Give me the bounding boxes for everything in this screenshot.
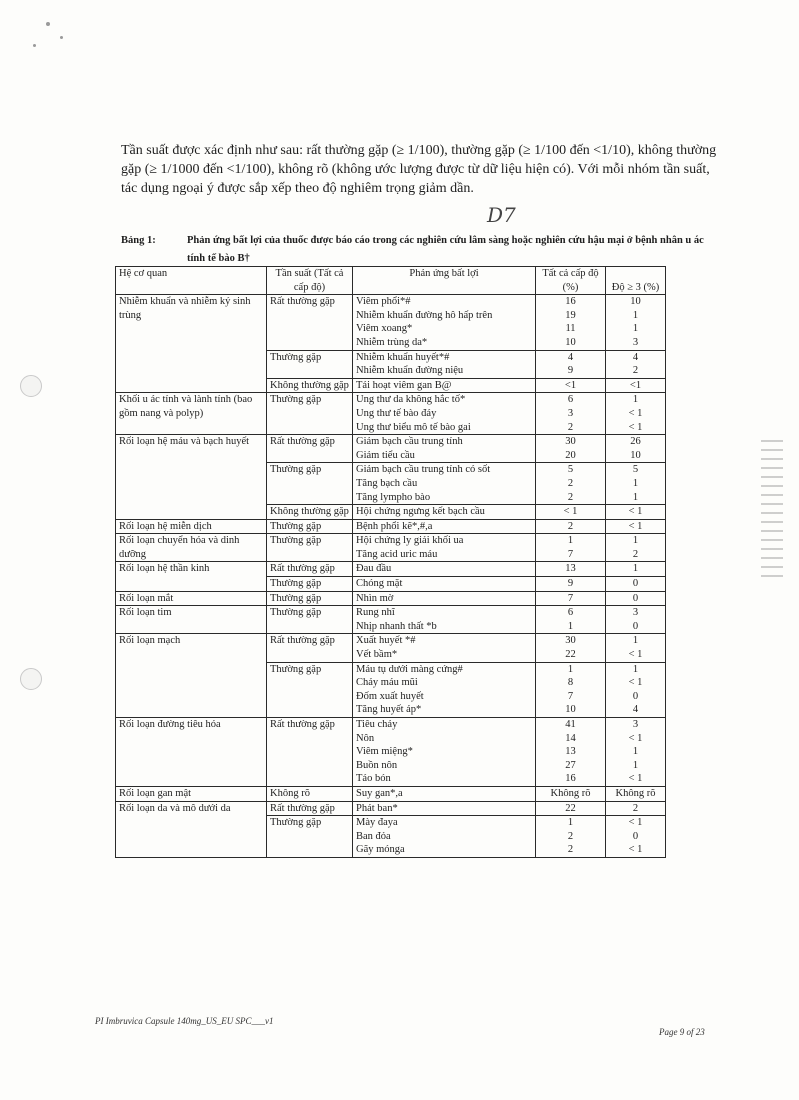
- reaction-cell-line: Chóng mặt: [356, 578, 403, 590]
- reaction-cell: [353, 534, 536, 562]
- header-organ-system: Hệ cơ quan: [116, 267, 267, 295]
- all-grades-cell-line: 2: [567, 491, 574, 503]
- grade3-cell: [606, 634, 666, 662]
- grade3-cell-line: 26: [630, 436, 641, 448]
- all-grades-cell-line: 6: [567, 394, 574, 406]
- all-grades-cell-line: 41: [565, 719, 576, 730]
- grade3-cell-line: 0: [632, 592, 639, 604]
- frequency-cell: Rất thường gặp: [267, 634, 353, 662]
- all-grades-cell-line: 9: [567, 578, 574, 590]
- table-row: [116, 786, 666, 801]
- frequency-cell: Thường gặp: [267, 463, 353, 505]
- grade3-cell: [606, 463, 666, 505]
- grade3-cell: [606, 816, 666, 858]
- grade3-cell-line: 0: [632, 620, 639, 632]
- all-grades-cell: [536, 295, 606, 350]
- table-row: [116, 591, 666, 606]
- all-grades-cell-line: 3: [567, 407, 574, 419]
- reaction-cell-line: Nhiễm trùng da*: [356, 336, 428, 348]
- grade3-cell: [606, 534, 666, 562]
- frequency-cell: Thường gặp: [267, 350, 353, 378]
- grade3-cell-line: < 1: [628, 677, 643, 689]
- all-grades-cell-line: 20: [565, 449, 576, 461]
- all-grades-cell-line: 6: [567, 607, 574, 619]
- grade3-cell-line: 10: [630, 296, 641, 308]
- table-body: [116, 295, 666, 858]
- grade3-cell-line: 1: [632, 663, 639, 675]
- reaction-cell-line: Giảm tiểu cầu: [356, 449, 415, 461]
- frequency-cell: Thường gặp: [267, 591, 353, 606]
- grade3-cell-line: <1: [629, 379, 642, 391]
- grade3-cell: [606, 505, 666, 520]
- organ-system-cell: Rối loạn mạch: [116, 634, 267, 718]
- reaction-cell-line: Tăng bạch cầu: [356, 477, 418, 489]
- all-grades-cell-line: 10: [565, 704, 576, 716]
- reaction-cell: [353, 505, 536, 520]
- frequency-cell: Thường gặp: [267, 662, 353, 717]
- all-grades-cell: [536, 350, 606, 378]
- intro-paragraph: Tần suất được xác định như sau: rất thường gặp (≥ 1/100), thường gặp (≥ 1/100 đến <1/10), không thường gặp (≥ 1/1000 đến <1/100), không rõ (không ước lượng được từ dữ liệu hiện có). Với mỗi nhóm tần suất, tác dụng ngoại ý được sắp xếp theo độ nghiêm trọng giảm dần.: [121, 143, 717, 196]
- table-row: [116, 634, 666, 662]
- reaction-cell-line: Ung thư da không hắc tố*: [356, 394, 466, 406]
- reaction-cell-line: Tăng acid uric máu: [356, 548, 438, 560]
- frequency-cell: Không thường gặp: [267, 505, 353, 520]
- all-grades-cell-line: 9: [567, 365, 574, 377]
- frequency-cell: Rất thường gặp: [267, 295, 353, 350]
- reaction-cell: [353, 634, 536, 662]
- all-grades-cell-line: 13: [565, 563, 576, 575]
- grade3-cell-line: 0: [632, 690, 639, 702]
- grade3-cell-line: 2: [632, 802, 639, 814]
- all-grades-cell: [536, 816, 606, 858]
- reaction-cell-line: Đau đầu: [356, 563, 392, 575]
- all-grades-cell-line: 30: [565, 436, 576, 448]
- all-grades-cell: [536, 801, 606, 816]
- grade3-cell-line: < 1: [628, 520, 643, 532]
- reaction-cell-line: Xuất huyết *#: [356, 635, 416, 647]
- header-reaction: Phản ứng bất lợi: [353, 267, 536, 295]
- grade3-cell-line: 3: [632, 607, 639, 619]
- reaction-cell-line: Nôn: [356, 732, 375, 744]
- organ-system-cell: Nhiễm khuẩn và nhiễm ký sinh trùng: [116, 295, 267, 393]
- all-grades-cell-line: Không rõ: [550, 787, 591, 799]
- reaction-cell-line: Nhiễm khuẩn đường hô hấp trên: [356, 309, 493, 321]
- reaction-cell-line: Tăng lympho bào: [356, 491, 431, 503]
- organ-system-cell: Rối loạn tim: [116, 606, 267, 634]
- grade3-cell: [606, 435, 666, 463]
- all-grades-cell-line: 7: [567, 548, 574, 560]
- grade3-cell-line: < 1: [628, 773, 643, 785]
- table-header-row: [116, 267, 666, 295]
- scan-speck: [60, 36, 63, 39]
- all-grades-cell-line: 22: [565, 802, 576, 814]
- reaction-cell-line: Táo bón: [356, 773, 391, 785]
- grade3-cell-line: 1: [632, 746, 639, 758]
- all-grades-cell: [536, 634, 606, 662]
- footer-page-number: Page 9 of 23: [659, 1027, 705, 1037]
- grade3-cell-line: 1: [632, 491, 639, 503]
- all-grades-cell-line: 2: [567, 830, 574, 842]
- frequency-cell: Thường gặp: [267, 577, 353, 592]
- all-grades-cell: [536, 505, 606, 520]
- table-caption-text: Phản ứng bất lợi của thuốc được báo cáo trong các nghiên cứu lâm sàng hoặc nghiên cứu hậu mại ở bệnh nhân u ác tính tế bào B†: [187, 235, 704, 264]
- all-grades-cell-line: 27: [565, 759, 576, 771]
- all-grades-cell-line: 7: [567, 690, 574, 702]
- all-grades-cell-line: 5: [567, 464, 574, 476]
- reaction-cell-line: Máu tụ dưới màng cứng#: [356, 663, 463, 675]
- frequency-cell: Thường gặp: [267, 393, 353, 435]
- reaction-cell: [353, 519, 536, 534]
- all-grades-cell: [536, 718, 606, 787]
- grade3-cell-line: 10: [630, 449, 641, 461]
- reaction-cell: [353, 606, 536, 634]
- grade3-cell: [606, 350, 666, 378]
- grade3-cell: [606, 718, 666, 787]
- handwritten-mark: D7: [487, 203, 516, 227]
- grade3-cell: [606, 562, 666, 577]
- punch-hole-top: [20, 375, 42, 397]
- grade3-cell: [606, 591, 666, 606]
- frequency-cell: Thường gặp: [267, 519, 353, 534]
- organ-system-cell: Rối loạn mắt: [116, 591, 267, 606]
- reaction-cell: [353, 295, 536, 350]
- table-row: [116, 801, 666, 816]
- reaction-cell-line: Bệnh phổi kẽ*,#,a: [356, 520, 433, 532]
- organ-system-cell: Rối loạn hệ thần kinh: [116, 562, 267, 591]
- grade3-cell-line: 1: [632, 535, 639, 547]
- reaction-cell: [353, 435, 536, 463]
- grade3-cell: [606, 393, 666, 435]
- grade3-cell-line: 1: [632, 477, 639, 489]
- reaction-cell-line: Ung thư biểu mô tế bào gai: [356, 421, 471, 433]
- table-row: [116, 718, 666, 787]
- grade3-cell-line: 0: [632, 578, 639, 590]
- all-grades-cell-line: 22: [565, 649, 576, 661]
- organ-system-cell: Rối loạn chuyển hóa và dinh dưỡng: [116, 534, 267, 562]
- reaction-cell-line: Rung nhĩ: [356, 607, 395, 619]
- all-grades-cell-line: < 1: [563, 506, 578, 518]
- all-grades-cell-line: 19: [565, 309, 576, 321]
- reaction-cell-line: Nhìn mờ: [356, 592, 394, 604]
- reaction-cell: [353, 816, 536, 858]
- reaction-cell: [353, 577, 536, 592]
- grade3-cell-line: 1: [632, 323, 639, 335]
- all-grades-cell: [536, 606, 606, 634]
- all-grades-cell-line: <1: [564, 379, 577, 391]
- frequency-cell: Thường gặp: [267, 816, 353, 858]
- adverse-reactions-table: [115, 266, 666, 858]
- punch-hole-bottom: [20, 668, 42, 690]
- grade3-cell-line: 1: [632, 635, 639, 647]
- table-row: [116, 606, 666, 634]
- table-row: [116, 295, 666, 350]
- grade3-cell-line: 4: [632, 704, 639, 716]
- grade3-cell: [606, 577, 666, 592]
- reaction-cell-line: Ban đỏa: [356, 830, 391, 842]
- frequency-cell: Rất thường gặp: [267, 435, 353, 463]
- reaction-cell: [353, 718, 536, 787]
- all-grades-cell-line: 10: [565, 336, 576, 348]
- organ-system-cell: Rối loạn hệ máu và bạch huyết: [116, 435, 267, 520]
- grade3-cell: [606, 378, 666, 393]
- all-grades-cell-line: 4: [567, 351, 574, 363]
- table-caption-label: Bảng 1:: [121, 235, 156, 246]
- grade3-cell-line: 2: [632, 548, 639, 560]
- frequency-cell: Thường gặp: [267, 534, 353, 562]
- reaction-cell-line: Tăng huyết áp*: [356, 704, 422, 716]
- all-grades-cell: [536, 591, 606, 606]
- all-grades-cell-line: 1: [567, 663, 574, 675]
- grade3-cell-line: < 1: [628, 732, 643, 744]
- frequency-cell: Rất thường gặp: [267, 718, 353, 787]
- reaction-cell-line: Viêm phổi*#: [356, 296, 411, 308]
- reaction-cell: [353, 801, 536, 816]
- reaction-cell-line: Đốm xuất huyết: [356, 690, 424, 702]
- all-grades-cell-line: 16: [565, 296, 576, 308]
- scan-speck: [46, 22, 50, 26]
- reaction-cell-line: Chảy máu mũi: [356, 677, 418, 689]
- grade3-cell: [606, 295, 666, 350]
- reaction-cell: [353, 562, 536, 577]
- all-grades-cell: [536, 534, 606, 562]
- all-grades-cell-line: 14: [565, 732, 576, 744]
- grade3-cell-line: 0: [632, 830, 639, 842]
- grade3-cell-line: 1: [632, 563, 639, 575]
- reaction-cell-line: Ung thư tế bào đáy: [356, 407, 437, 419]
- organ-system-cell: Rối loạn gan mật: [116, 786, 267, 801]
- grade3-cell-line: 5: [632, 464, 639, 476]
- all-grades-cell: [536, 519, 606, 534]
- scan-speck: [33, 44, 36, 47]
- reaction-cell: [353, 378, 536, 393]
- reaction-cell-line: Tái hoạt viêm gan B@: [356, 379, 452, 391]
- reaction-cell: [353, 786, 536, 801]
- header-grade3: Độ ≥ 3 (%): [606, 267, 666, 295]
- grade3-cell-line: 1: [632, 394, 639, 406]
- frequency-cell: Rất thường gặp: [267, 562, 353, 577]
- reaction-cell: [353, 662, 536, 717]
- all-grades-cell-line: 13: [565, 746, 576, 758]
- grade3-cell-line: 1: [632, 309, 639, 321]
- table-row: [116, 519, 666, 534]
- all-grades-cell: [536, 463, 606, 505]
- reaction-cell-line: Suy gan*,a: [356, 787, 403, 799]
- all-grades-cell: [536, 378, 606, 393]
- reaction-cell-line: Gãy mónga: [356, 844, 405, 856]
- all-grades-cell-line: 2: [567, 520, 574, 532]
- all-grades-cell: [536, 562, 606, 577]
- all-grades-cell: [536, 662, 606, 717]
- grade3-cell: [606, 801, 666, 816]
- organ-system-cell: Rối loạn hệ miễn dịch: [116, 519, 267, 534]
- reaction-cell-line: Giảm bạch cầu trung tính: [356, 436, 463, 448]
- all-grades-cell: [536, 786, 606, 801]
- all-grades-cell-line: 2: [567, 477, 574, 489]
- reaction-cell: [353, 591, 536, 606]
- grade3-cell: [606, 662, 666, 717]
- table-row: [116, 393, 666, 435]
- grade3-cell: [606, 606, 666, 634]
- all-grades-cell-line: 7: [567, 592, 574, 604]
- footer-document-id: PI Imbruvica Capsule 140mg_US_EU SPC___v1: [95, 1016, 274, 1026]
- all-grades-cell-line: 1: [567, 620, 574, 632]
- grade3-cell-line: 3: [632, 336, 639, 348]
- all-grades-cell: [536, 577, 606, 592]
- grade3-cell-line: Không rõ: [615, 787, 656, 799]
- reaction-cell: [353, 463, 536, 505]
- reaction-cell-line: Phát ban*: [356, 802, 398, 814]
- organ-system-cell: Khối u ác tính và lành tính (bao gồm nang và polyp): [116, 393, 267, 435]
- all-grades-cell: [536, 393, 606, 435]
- reaction-cell-line: Mày đaya: [356, 817, 398, 829]
- all-grades-cell-line: 8: [567, 677, 574, 689]
- reaction-cell-line: Hội chứng ngưng kết bạch cầu: [356, 506, 485, 518]
- grade3-cell-line: 1: [632, 759, 639, 771]
- grade3-cell-line: < 1: [628, 817, 643, 829]
- grade3-cell-line: 3: [632, 719, 639, 730]
- grade3-cell-line: < 1: [628, 649, 643, 661]
- reaction-cell: [353, 393, 536, 435]
- frequency-cell: Rất thường gặp: [267, 801, 353, 816]
- all-grades-cell: [536, 435, 606, 463]
- reaction-cell-line: Viêm miệng*: [356, 746, 413, 758]
- organ-system-cell: Rối loạn da và mô dưới da: [116, 801, 267, 857]
- reaction-cell-line: Buồn nôn: [356, 759, 398, 771]
- grade3-cell-line: < 1: [628, 506, 643, 518]
- reaction-cell-line: Vết bầm*: [356, 649, 398, 661]
- grade3-cell: [606, 786, 666, 801]
- all-grades-cell-line: 1: [567, 535, 574, 547]
- all-grades-cell-line: 30: [565, 635, 576, 647]
- table-row: [116, 562, 666, 577]
- frequency-cell: Thường gặp: [267, 606, 353, 634]
- reaction-cell-line: Tiêu chảy: [356, 719, 398, 730]
- grade3-cell: [606, 519, 666, 534]
- header-all-grades: Tất cả cấp độ (%): [536, 267, 606, 295]
- reaction-cell-line: Nhiễm khuẩn huyết*#: [356, 351, 450, 363]
- table-row: [116, 534, 666, 562]
- reaction-cell-line: Viêm xoang*: [356, 323, 413, 335]
- table-row: [116, 435, 666, 463]
- reaction-cell-line: Giảm bạch cầu trung tính có sốt: [356, 464, 491, 476]
- reaction-cell: [353, 350, 536, 378]
- reaction-cell-line: Hội chứng ly giải khối ua: [356, 535, 464, 547]
- grade3-cell-line: < 1: [628, 421, 643, 433]
- reaction-cell-line: Nhiễm khuẩn đường niệu: [356, 365, 464, 377]
- organ-system-cell: Rối loạn đường tiêu hóa: [116, 718, 267, 787]
- reaction-cell-line: Nhịp nhanh thất *b: [356, 620, 437, 632]
- grade3-cell-line: < 1: [628, 407, 643, 419]
- frequency-cell: Không thường gặp: [267, 378, 353, 393]
- all-grades-cell-line: 1: [567, 817, 574, 829]
- grade3-cell-line: 2: [632, 365, 639, 377]
- frequency-cell: Không rõ: [267, 786, 353, 801]
- grade3-cell-line: < 1: [628, 844, 643, 856]
- grade3-cell-line: 4: [632, 351, 639, 363]
- header-frequency: Tần suất (Tất cả cấp độ): [267, 267, 353, 295]
- all-grades-cell-line: 11: [565, 323, 576, 335]
- all-grades-cell-line: 2: [567, 421, 574, 433]
- all-grades-cell-line: 16: [565, 773, 576, 785]
- all-grades-cell-line: 2: [567, 844, 574, 856]
- scan-edge-artifact: [761, 440, 783, 580]
